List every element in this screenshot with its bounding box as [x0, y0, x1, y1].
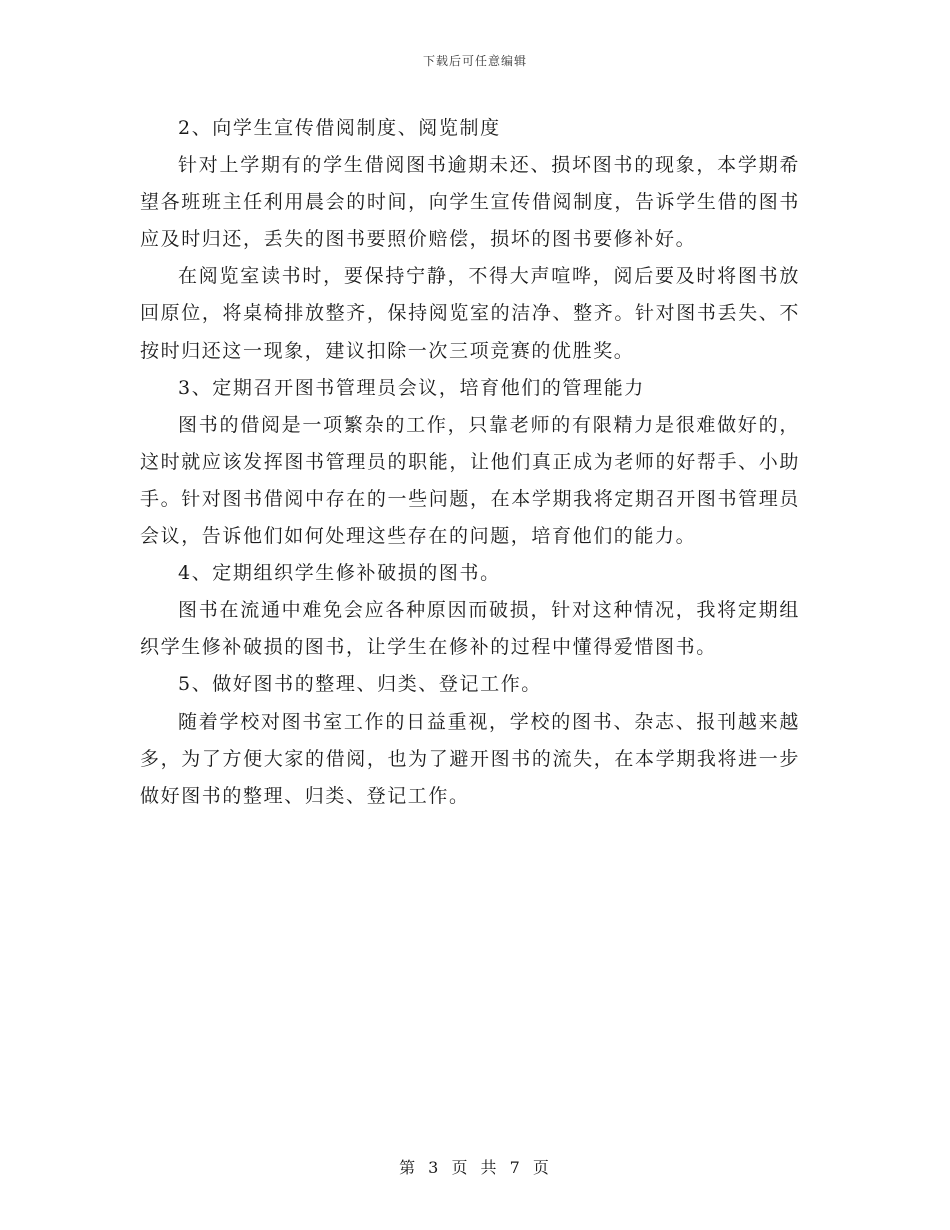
page-header: 下载后可任意编辑 [422, 54, 527, 68]
paragraph-book-cataloging: 随着学校对图书室工作的日益重视，学校的图书、杂志、报刊越来越多，为了方便大家的借阅，也为了避开图书的流失，在本学期我将进一步做好图书的整理、归类、登记工作。 [140, 710, 800, 807]
page-number: 第 3 页 共 7 页 [399, 1158, 551, 1177]
section-heading-book-repair: 4、定期组织学生修补破损的图书。 [178, 562, 501, 585]
document-body [140, 110, 800, 815]
section-heading-borrowing-rules: 2、向学生宣传借阅制度、阅览制度 [178, 117, 501, 139]
paragraph-book-repair: 图书在流通中难免会应各种原因而破损，针对这种情况，我将定期组织学生修补破损的图书，让学生在修补的过程中懂得爱惜图书。 [140, 599, 800, 659]
section-heading-book-cataloging: 5、做好图书的整理、归类、登记工作。 [178, 673, 542, 696]
paragraph-reading-room-rules: 在阅览室读书时，要保持宁静，不得大声喧哗，阅后要及时将图书放回原位，将桌椅排放整齐，保持阅览室的洁净、整齐。针对图书丢失、不按时归还这一现象，建议扣除一次三项竞赛的优胜奖。 [140, 265, 800, 362]
paragraph-librarian-meetings: 图书的借阅是一项繁杂的工作，只靠老师的有限精力是很难做好的，这时就应该发挥图书管理员的职能，让他们真正成为老师的好帮手、小助手。针对图书借阅中存在的一些问题，在本学期我将定期召开图书管理员会议，告诉他们如何处理这些存在的问题，培育他们的能力。 [140, 413, 800, 548]
section-heading-librarian-meetings: 3、定期召开图书管理员会议，培育他们的管理能力 [178, 376, 645, 399]
paragraph-borrowing-rules: 针对上学期有的学生借阅图书逾期未还、损坏图书的现象，本学期希望各班班主任利用晨会的时间，向学生宣传借阅制度，告诉学生借的图书应及时归还，丢失的图书要照价赔偿，损坏的图书要修补好。 [140, 154, 800, 251]
